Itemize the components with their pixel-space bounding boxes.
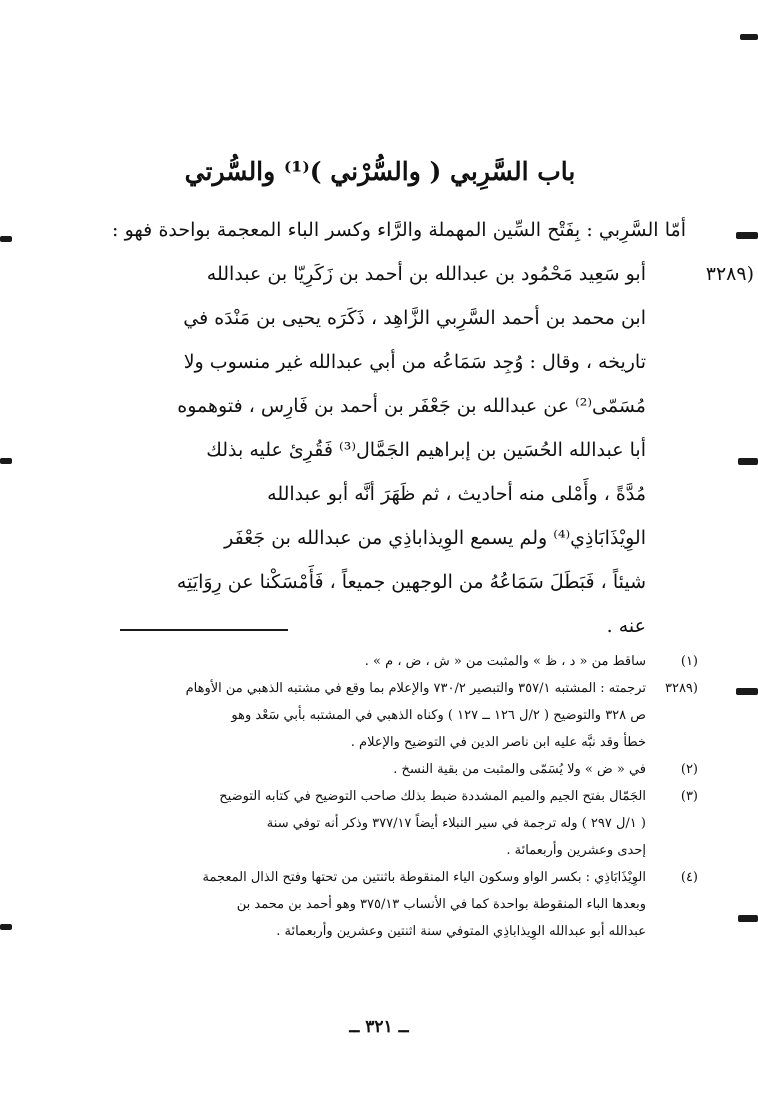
binding-mark	[0, 236, 12, 242]
footnote-line	[60, 864, 698, 891]
footnote-line	[60, 783, 698, 810]
footnote-line: ( ١/ل ٢٩٧ ) وله ترجمة في سير النبلاء أيضاً ٣٧٧/١٧ وذكر أنه توفي سنة	[266, 816, 646, 831]
text-line: الوِيْذَابَاذِي⁽⁴⁾ ولم يسمع الوِيذاباذِي من عبدالله بن جَعْفَر	[224, 527, 646, 549]
footnote-number: (٣٢٨٩	[664, 681, 698, 696]
footnote-number: (٢)	[680, 762, 698, 777]
footnote-number: (١)	[680, 654, 698, 669]
binding-mark	[736, 232, 758, 239]
text-line: عنه .	[606, 615, 646, 637]
binding-mark	[0, 924, 12, 930]
text-line: مُدَّةً ، وأَمْلى منه أحاديث ، ثم ظَهَرَ أنَّه أبو عبدالله	[267, 483, 646, 505]
footnote-number: (٣)	[680, 789, 698, 804]
text-line-content: أبو سَعِيد مَحْمُود بن عبدالله بن أحمد بن زَكَرِيّا بن عبدالله	[206, 263, 646, 285]
binding-mark	[736, 688, 758, 695]
chapter-title: باب السَّرِبي ( والسُّرْني )⁽¹⁾ والسُّرتي	[184, 157, 576, 186]
text-line	[112, 252, 754, 296]
entry-number: (٣٢٨٩	[705, 263, 754, 285]
text-line: شيئاً ، فَبَطَلَ سَمَاعُهُ من الوجهين جميعاً ، فَأَمْسَكْنا عن رِوَايَتِه	[176, 571, 646, 593]
footnote-text: الوِيْذَابَاذِي : بكسر الواو وسكون الياء المنقوطة باثنتين من تحتها وفتح الذال المعجمة	[202, 870, 646, 885]
binding-mark	[740, 34, 758, 40]
footnote-line	[60, 756, 698, 783]
footnote-number: (٤)	[680, 870, 698, 885]
footnote-separator	[120, 629, 288, 631]
binding-mark	[738, 458, 758, 465]
footnote-line	[60, 648, 698, 675]
text-line: مُسَمّى⁽²⁾ عن عبدالله بن جَعْفَر بن أحمد بن فَارِس ، فتوهموه	[177, 395, 646, 417]
binding-mark	[738, 915, 758, 922]
footnote-line: خطأ وقد نبَّه عليه ابن ناصر الدين في التوضيح والإعلام .	[350, 735, 646, 750]
footnote-line	[60, 675, 698, 702]
footnote-line: عبدالله أبو عبدالله الوِيذاباذِي المتوفي سنة اثنتين وعشرين وأربعمائة .	[276, 924, 646, 939]
footnote-text: ساقط من « د ، ظ » والمثبت من « ش ، ض ، م » .	[364, 654, 646, 669]
footnote-text: ترجمته : المشتبه ٣٥٧/١ والتبصير ٧٣٠/٢ والإعلام بما وقع في مشتبه الذهبي من الأوهام	[185, 681, 646, 696]
footnote-text: في « ض » ولا يُسَمّى والمثبت من بقية النسخ .	[393, 762, 646, 777]
footnote-line: ص ٣٢٨ والتوضيح ( ٢/ل ١٢٦ ــ ١٢٧ ) وكناه الذهبي في المشتبه بأبي سَعْد وهو	[231, 708, 646, 723]
text-line: ابن محمد بن أحمد السَّرِبي الزَّاهِد ، ذَكَرَه يحيى بن مَنْدَه في	[183, 307, 646, 329]
text-line: تاريخه ، وقال : وُجِد سَمَاعُه من أبي عبدالله غير منسوب ولا	[183, 351, 646, 373]
footnotes	[60, 648, 698, 945]
binding-mark	[0, 458, 12, 464]
footnote-line: إحدى وعشرين وأربعمائة .	[506, 843, 646, 858]
page-number: ــ ٣٢١ ــ	[349, 1017, 409, 1037]
footnote-text: الجَمّال بفتح الجيم والميم المشددة ضبط بذلك صاحب التوضيح في كتابه التوضيح	[219, 789, 646, 804]
footnote-line: وبعدها الباء المنقوطة بواحدة كما في الأنساب ٣٧٥/١٣ وهو أحمد بن محمد بن	[236, 897, 646, 912]
text-line: أمّا السَّرِبي : بِفَتْح السِّين المهملة والرَّاء وكسر الباء المعجمة بواحدة فهو :	[112, 219, 686, 241]
main-text	[112, 208, 754, 648]
text-line: أبا عبدالله الحُسَين بن إبراهيم الجَمَّال⁽³⁾ فَقُرِئ عليه بذلك	[206, 439, 646, 461]
